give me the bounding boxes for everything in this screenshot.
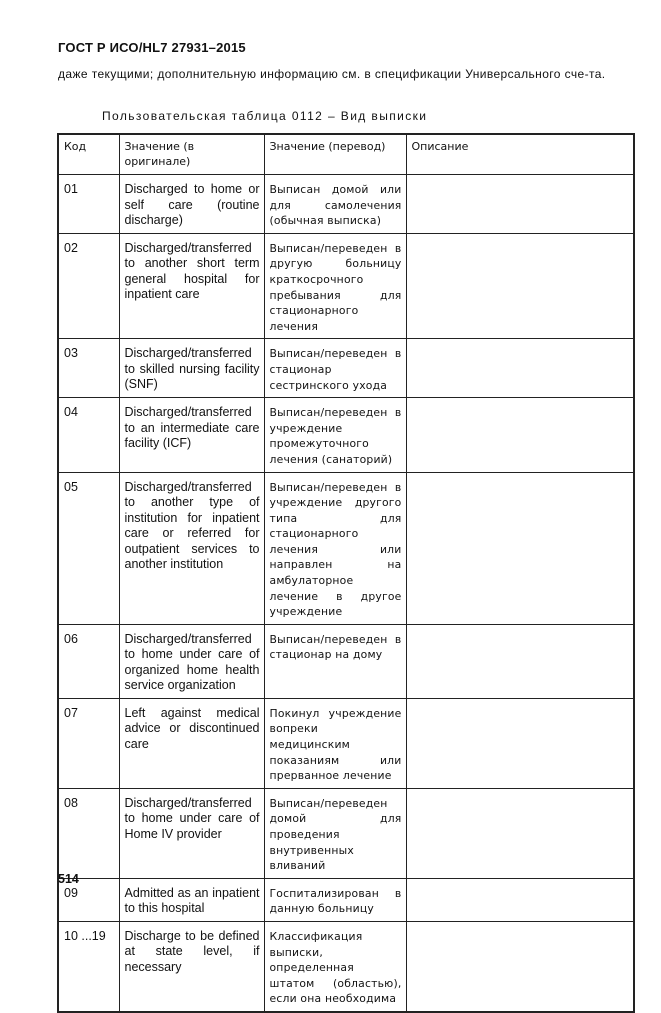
translation-cell: Выписан домой или для самолечения (обычная выписка) bbox=[264, 175, 406, 234]
original-cell: Admitted as an inpatient to this hospital bbox=[119, 878, 264, 921]
original-cell: Discharged/transferred to an intermediate care facility (ICF) bbox=[119, 398, 264, 472]
code-cell: 03 bbox=[58, 339, 119, 398]
description-cell bbox=[406, 472, 634, 624]
intro-paragraph: даже текущими; дополнительную информацию см. в спецификации Универсального сче-та. bbox=[58, 67, 606, 81]
table-row bbox=[58, 398, 634, 472]
page-number: 514 bbox=[58, 872, 79, 886]
document-code: ГОСТ Р ИСО/HL7 27931–2015 bbox=[58, 40, 246, 55]
column-header-translation: Значение (перевод) bbox=[264, 134, 406, 175]
code-cell: 07 bbox=[58, 698, 119, 788]
table-row bbox=[58, 175, 634, 234]
table-row bbox=[58, 921, 634, 1011]
discharge-type-table bbox=[57, 133, 635, 1013]
description-cell bbox=[406, 878, 634, 921]
code-cell: 01 bbox=[58, 175, 119, 234]
original-cell: Discharged/transferred to another short term general hospital for inpatient care bbox=[119, 233, 264, 339]
code-cell: 09 bbox=[58, 878, 119, 921]
description-cell bbox=[406, 624, 634, 698]
translation-cell: Классификация выписки, определенная штатом (областью), если она необходима bbox=[264, 921, 406, 1011]
description-cell bbox=[406, 921, 634, 1011]
translation-cell: Выписан/переведен в стационар на дому bbox=[264, 624, 406, 698]
description-cell bbox=[406, 698, 634, 788]
original-cell: Discharged/transferred to skilled nursing facility (SNF) bbox=[119, 339, 264, 398]
description-cell bbox=[406, 339, 634, 398]
description-cell bbox=[406, 398, 634, 472]
translation-cell: Покинул учреждение вопреки медицинским показаниям или прерванное лечение bbox=[264, 698, 406, 788]
column-header-original: Значение (в оригинале) bbox=[119, 134, 264, 175]
code-cell: 05 bbox=[58, 472, 119, 624]
table-row bbox=[58, 624, 634, 698]
translation-cell: Выписан/переведен в другую больницу краткосрочного пребывания для стационарного лечения bbox=[264, 233, 406, 339]
column-header-description: Описание bbox=[406, 134, 634, 175]
translation-cell: Госпитализирован в данную больницу bbox=[264, 878, 406, 921]
table-row bbox=[58, 233, 634, 339]
table-row bbox=[58, 878, 634, 921]
original-cell: Discharged/transferred to home under care of organized home health service organization bbox=[119, 624, 264, 698]
translation-cell: Выписан/переведен в учреждение другого типа для стационарного лечения или направлен на амбулаторное лечение в другое учреждение bbox=[264, 472, 406, 624]
code-cell: 10 ...19 bbox=[58, 921, 119, 1011]
description-cell bbox=[406, 788, 634, 878]
description-cell bbox=[406, 233, 634, 339]
description-cell bbox=[406, 175, 634, 234]
translation-cell: Выписан/переведен в учреждение промежуточного лечения (санаторий) bbox=[264, 398, 406, 472]
translation-cell: Выписан/переведен домой для проведения внутривенных вливаний bbox=[264, 788, 406, 878]
original-cell: Discharged to home or self care (routine discharge) bbox=[119, 175, 264, 234]
table-row bbox=[58, 339, 634, 398]
table-row bbox=[58, 472, 634, 624]
original-cell: Discharge to be defined at state level, if necessary bbox=[119, 921, 264, 1011]
table-row bbox=[58, 788, 634, 878]
table-header-row bbox=[58, 134, 634, 175]
code-cell: 04 bbox=[58, 398, 119, 472]
table-row bbox=[58, 698, 634, 788]
original-cell: Discharged/transferred to another type of institution for inpatient care or referred for outpatient services to another institution bbox=[119, 472, 264, 624]
translation-cell: Выписан/переведен в стационар сестринского ухода bbox=[264, 339, 406, 398]
column-header-code: Код bbox=[58, 134, 119, 175]
original-cell: Discharged/transferred to home under care of Home IV provider bbox=[119, 788, 264, 878]
table-title: Пользовательская таблица 0112 – Вид выписки bbox=[102, 109, 428, 123]
code-cell: 08 bbox=[58, 788, 119, 878]
original-cell: Left against medical advice or discontinued care bbox=[119, 698, 264, 788]
code-cell: 06 bbox=[58, 624, 119, 698]
code-cell: 02 bbox=[58, 233, 119, 339]
